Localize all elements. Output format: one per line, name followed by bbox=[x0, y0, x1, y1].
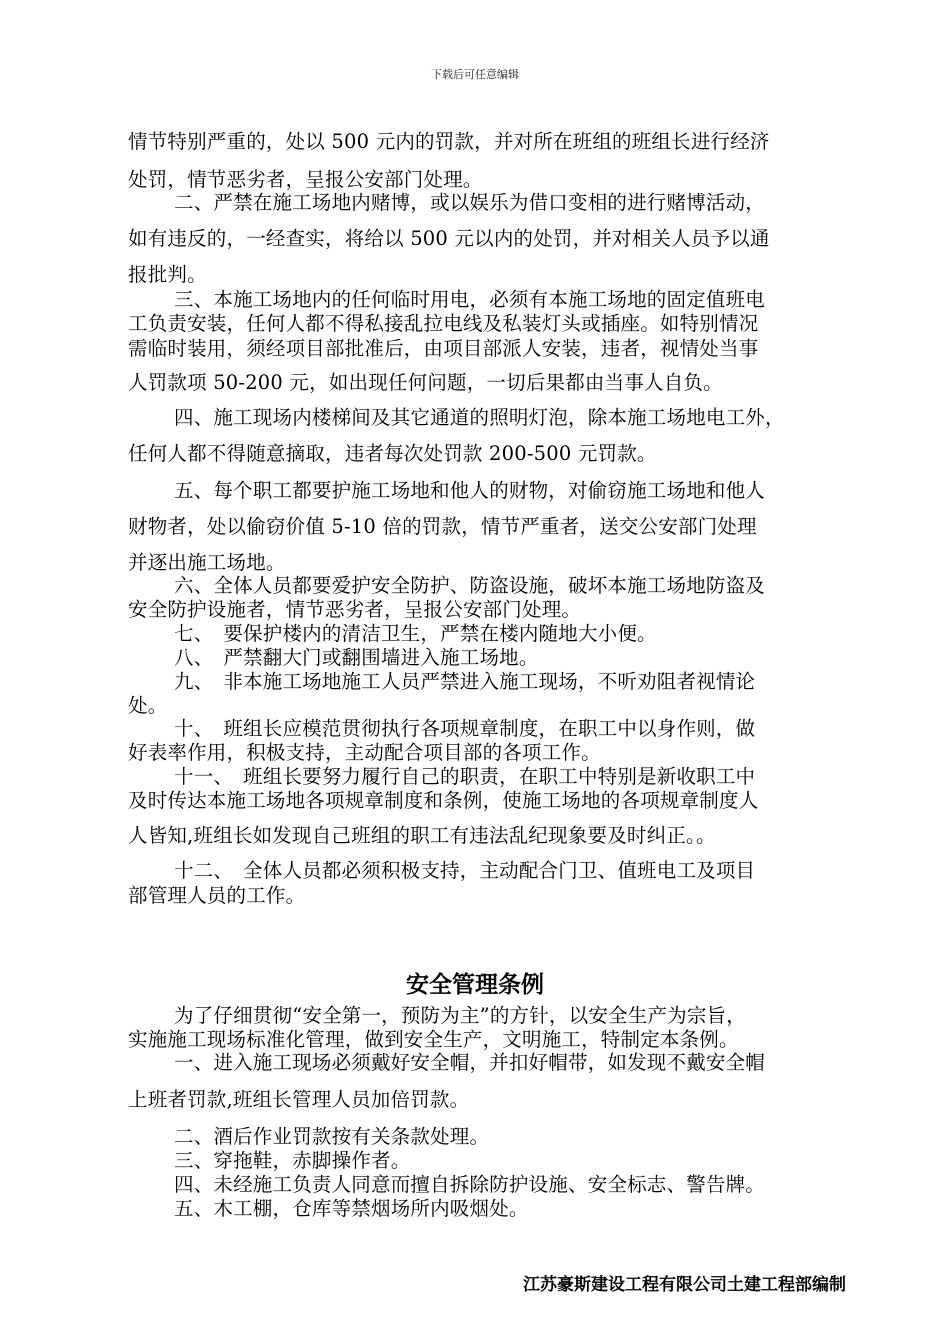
text-line: 情节特别严重的，处以 500 元内的罚款，并对所在班组的班组长进行经济 bbox=[128, 130, 770, 153]
text-line: 人罚款项 50-200 元，如出现任何问题，一切后果都由当事人自负。 bbox=[128, 371, 723, 394]
text-line: 四、未经施工负责人同意而擅自拆除防护设施、安全标志、警告牌。 bbox=[174, 1173, 766, 1196]
text-line: 十一、 班组长要努力履行自己的职责，在职工中特别是新收职工中 bbox=[174, 765, 756, 788]
text-line: 六、全体人员都要爱护安全防护、防盗设施，破坏本施工场地防盗及 bbox=[174, 574, 766, 597]
text-line: 及时传达本施工场地各项规章制度和条例，使施工场地的各项规章制度人 bbox=[128, 789, 759, 812]
text-line: 任何人都不得随意摘取，违者每次处罚款 200-500 元罚款。 bbox=[128, 442, 657, 465]
text-line: 五、每个职工都要护施工场地和他人的财物，对偷窃施工场地和他人 bbox=[174, 479, 766, 502]
text-line: 二、严禁在施工场地内赌博，或以娱乐为借口变相的进行赌博活动， bbox=[174, 191, 766, 214]
text-line: 为了仔细贯彻“安全第一，预防为主”的方针，以安全生产为宗旨， bbox=[174, 1004, 746, 1027]
text-line: 如有违反的，一经查实，将给以 500 元以内的处罚，并对相关人员予以通 bbox=[128, 227, 770, 250]
section-title: 安全管理条例 bbox=[406, 972, 544, 998]
text-line: 工负责安装，任何人都不得私接乱拉电线及私装灯头或插座。如特别情况 bbox=[128, 312, 759, 335]
text-line: 三、穿拖鞋，赤脚操作者。 bbox=[174, 1149, 411, 1172]
text-line: 需临时装用，须经项目部批准后，由项目部派人安装，违者，视情处当事 bbox=[128, 337, 759, 360]
text-line: 二、酒后作业罚款按有关条款处理。 bbox=[174, 1125, 490, 1148]
text-line: 三、本施工场地内的任何临时用电，必须有本施工场地的固定值班电 bbox=[174, 288, 766, 311]
text-line: 一、进入施工现场必须戴好安全帽，并扣好帽带，如发现不戴安全帽 bbox=[174, 1051, 766, 1074]
text-line: 四、施工现场内楼梯间及其它通道的照明灯泡，除本施工场地电工外， bbox=[174, 406, 785, 429]
text-line: 实施施工现场标准化管理，做到安全生产，文明施工，特制定本条例。 bbox=[128, 1028, 739, 1051]
text-line: 九、 非本施工场地施工人员严禁进入施工现场，不听劝阻者视情论 bbox=[174, 670, 756, 693]
page-header: 下载后可任意编辑 bbox=[431, 68, 519, 81]
text-line: 处。 bbox=[128, 694, 168, 717]
text-line: 处罚，情节恶劣者，呈报公安部门处理。 bbox=[128, 168, 483, 191]
text-line: 财物者，处以偷窃价值 5-10 倍的罚款，情节严重者，送交公安部门处理 bbox=[128, 515, 757, 538]
text-line: 八、 严禁翻大门或翻围墙进入施工场地。 bbox=[174, 646, 539, 669]
text-line: 十二、 全体人员都必须积极支持，主动配合门卫、值班电工及项目 bbox=[174, 859, 756, 882]
text-line: 安全防护设施者，情节恶劣者，呈报公安部门处理。 bbox=[128, 598, 582, 621]
text-line: 报批判。 bbox=[128, 263, 207, 286]
text-line: 五、木工棚，仓库等禁烟场所内吸烟处。 bbox=[174, 1197, 529, 1220]
text-line: 部管理人员的工作。 bbox=[128, 884, 306, 907]
text-line: 好表率作用，积极支持，主动配合项目部的各项工作。 bbox=[128, 741, 601, 764]
text-line: 上班者罚款,班组长管理人员加倍罚款。 bbox=[128, 1088, 470, 1111]
text-line: 十、 班组长应模范贯彻执行各项规章制度，在职工中以身作则，做 bbox=[174, 717, 756, 740]
text-line: 七、 要保护楼内的清洁卫生，严禁在楼内随地大小便。 bbox=[174, 622, 657, 645]
footer-signature: 江苏豪斯建设工程有限公司土建工程部编制 bbox=[523, 1275, 846, 1295]
text-line: 并逐出施工场地。 bbox=[128, 551, 286, 574]
text-line: 人皆知,班组长如发现自己班组的职工有违法乱纪现象要及时纠正。。 bbox=[128, 824, 716, 847]
